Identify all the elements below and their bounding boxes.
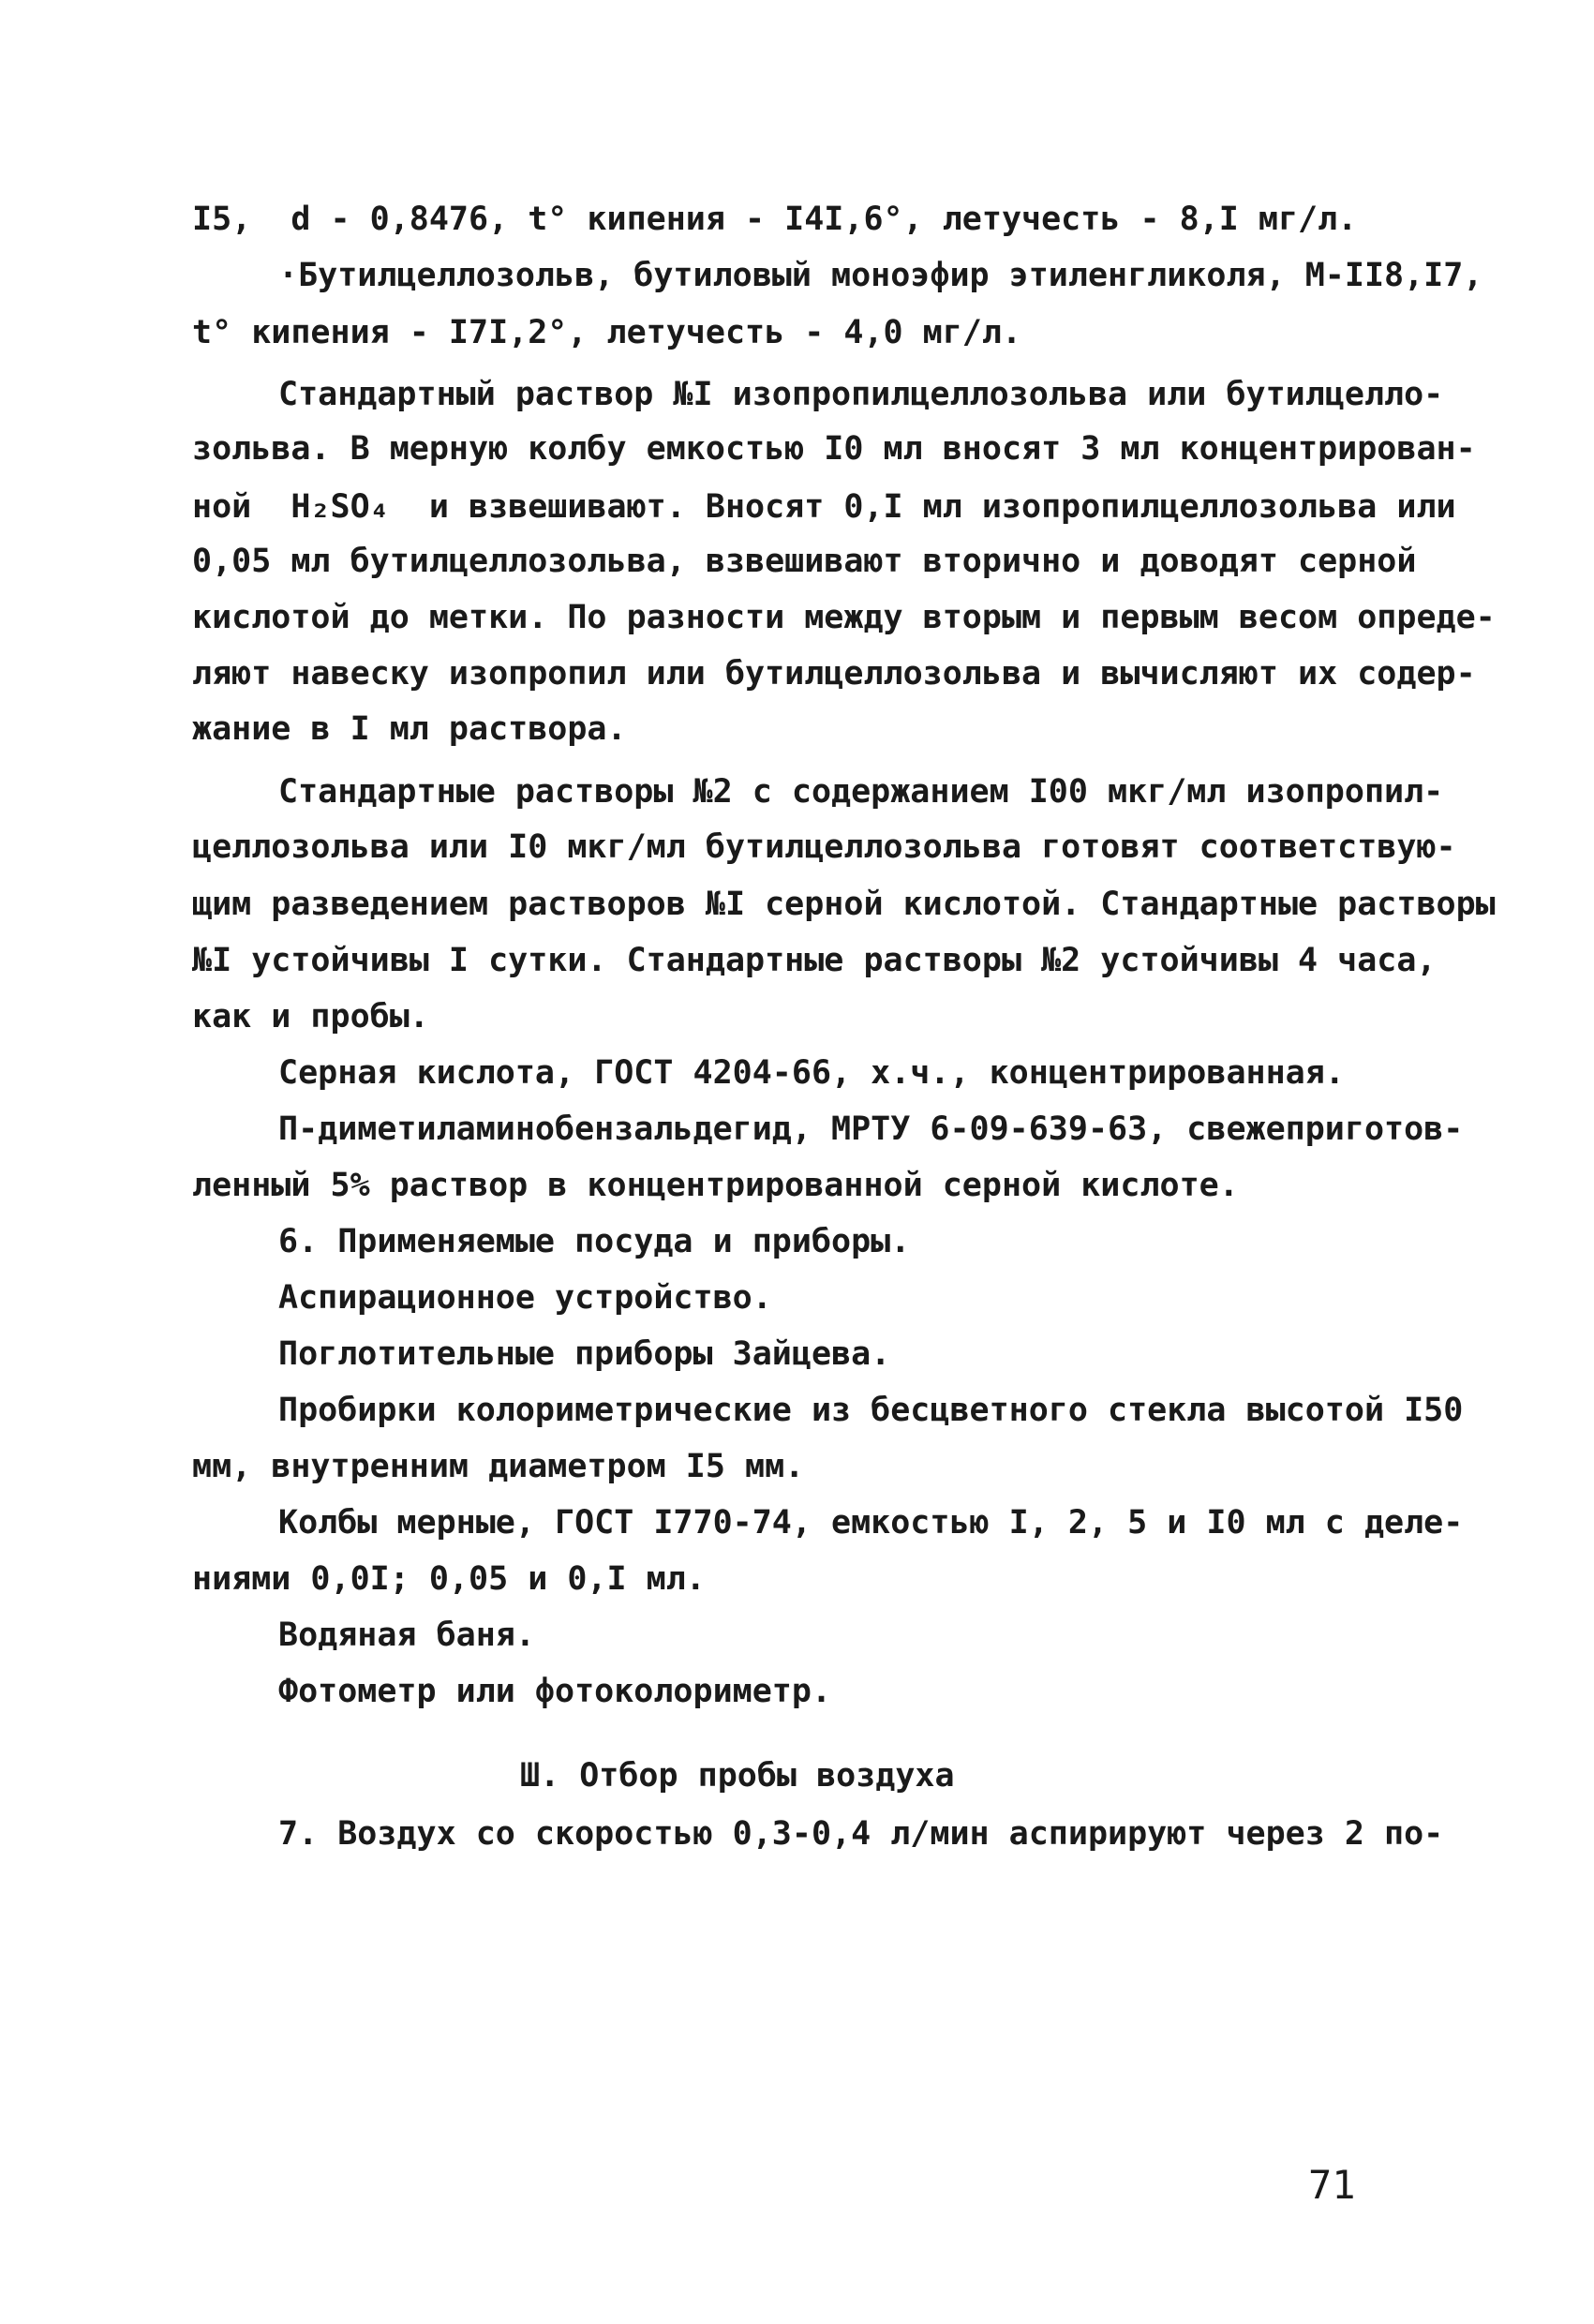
text-line: Стандартные растворы №2 с содержанием I00 мкг/мл изопропил- <box>278 773 1444 811</box>
text-line: щим разведением растворов №I серной кислотой. Стандартные растворы <box>192 886 1496 923</box>
text-line: зольва. В мерную колбу емкостью I0 мл вносят 3 мл концентрирован- <box>192 430 1476 468</box>
section-heading: 6. Применяемые посуда и приборы. <box>278 1223 911 1260</box>
text-line: ляют навеску изопропил или бутилцеллозольва и вычисляют их содер- <box>192 655 1476 693</box>
text-line: ной H₂SO₄ и взвешивают. Вносят 0,I мл изопропилцеллозольва или <box>192 488 1456 526</box>
text-line: ·Бутилцеллозольв, бутиловый моноэфир этиленгликоля, М-II8,I7, <box>278 257 1483 294</box>
text-line: ленный 5% раствор в концентрированной серной кислоте. <box>192 1167 1239 1204</box>
text-line: I5, d - 0,8476, t° кипения - I4I,6°, летучесть - 8,I мг/л. <box>192 201 1358 238</box>
text-line: Водяная баня. <box>278 1616 535 1654</box>
text-line: целлозольва или I0 мкг/мл бутилцеллозольва готовят соответствую- <box>192 828 1456 866</box>
chapter-heading: Ш. Отбор пробы воздуха <box>520 1757 955 1795</box>
text-line: как и пробы. <box>192 998 429 1035</box>
text-line: 0,05 мл бутилцеллозольва, взвешивают вторично и доводят серной <box>192 543 1417 580</box>
text-line: П-диметиламинобензальдегид, МРТУ 6-09-639-63, свежеприготов- <box>278 1110 1464 1148</box>
text-line: Поглотительные приборы Зайцева. <box>278 1335 891 1373</box>
text-line: Колбы мерные, ГОСТ I770-74, емкостью I, 2, 5 и I0 мл с деле- <box>278 1504 1464 1542</box>
text-line: Аспирационное устройство. <box>278 1279 772 1317</box>
text-line: жание в I мл раствора. <box>192 710 627 748</box>
text-line: 7. Воздух со скоростью 0,3-0,4 л/мин аспирируют через 2 по- <box>278 1815 1444 1853</box>
text-line: Стандартный раствор №I изопропилцеллозольва или бутилцелло- <box>278 376 1444 413</box>
text-line: Фотометр или фотоколориметр. <box>278 1673 832 1710</box>
text-line: мм, внутренним диаметром I5 мм. <box>192 1448 805 1485</box>
text-line: №I устойчивы I сутки. Стандартные растворы №2 устойчивы 4 часа, <box>192 942 1437 979</box>
text-line: t° кипения - I7I,2°, летучесть - 4,0 мг/л. <box>192 314 1022 351</box>
page-number: 71 <box>1308 2162 1356 2208</box>
text-line: Пробирки колориметрические из бесцветного стекла высотой I50 <box>278 1392 1464 1429</box>
text-line: Серная кислота, ГОСТ 4204-66, х.ч., концентрированная. <box>278 1054 1345 1092</box>
text-line: ниями 0,0I; 0,05 и 0,I мл. <box>192 1560 706 1598</box>
text-line: кислотой до метки. По разности между вторым и первым весом опреде- <box>192 599 1496 636</box>
